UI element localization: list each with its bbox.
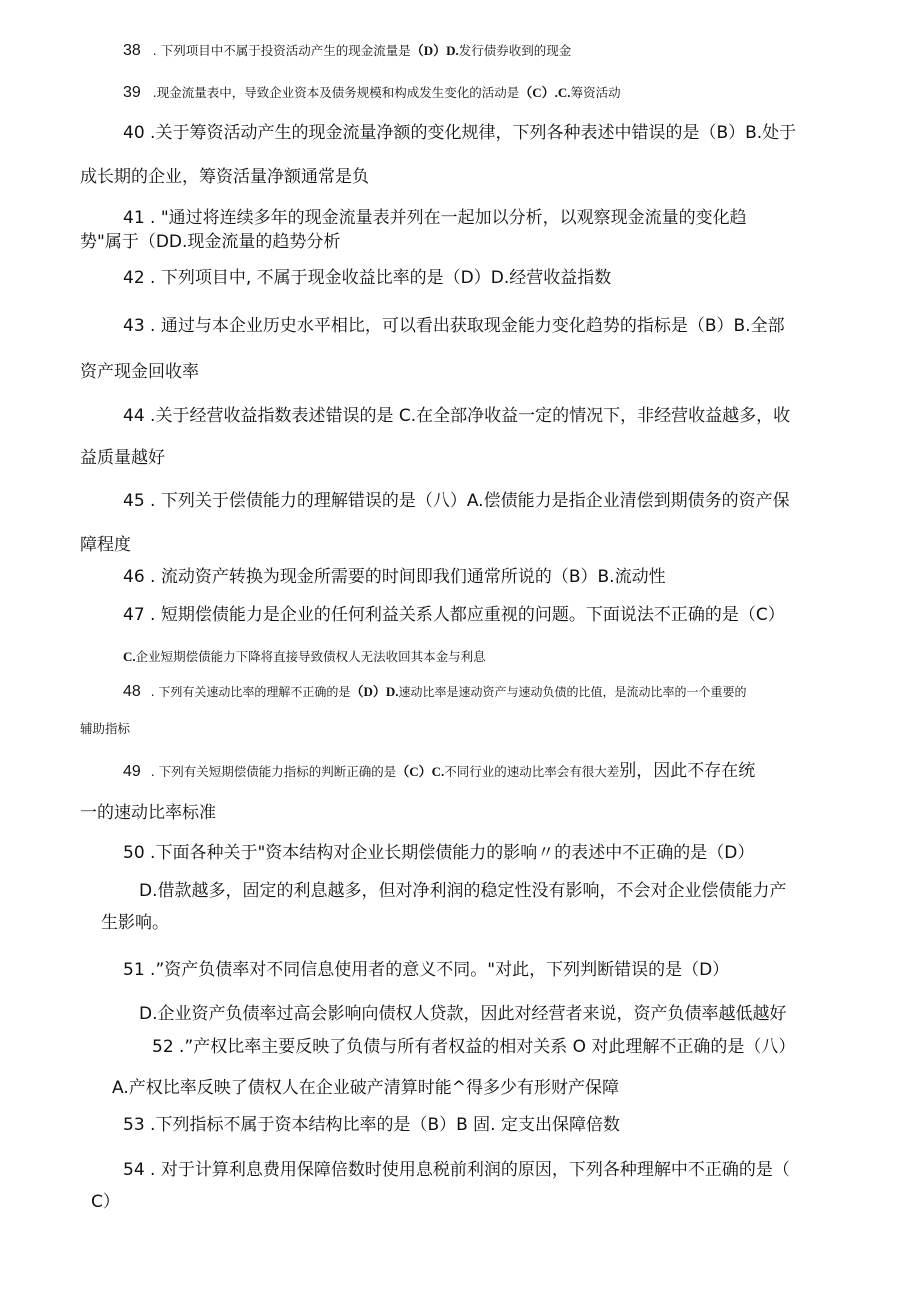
question-46: 46 . 流动资产转换为现金所需要的时间即我们通常所说的（B）B.流动性 bbox=[123, 567, 666, 587]
question-47-line-2: C.企业短期偿债能力下降将直接导致债权人无法收回其本金与利息 bbox=[123, 649, 486, 664]
question-42: 42 . 下列项目中, 不属于现金收益比率的是（D）D.经营收益指数 bbox=[123, 268, 612, 288]
question-41-line-1: 41 . "通过将连续多年的现金流量表并列在一起加以分析，以观察现金流量的变化趋 bbox=[123, 208, 747, 228]
question-48-line-2: 辅助指标 bbox=[80, 721, 131, 736]
question-53: 53 .下列指标不属于资本结构比率的是（B）B 固. 定支出保障倍数 bbox=[123, 1115, 620, 1135]
question-45-line-2: 障程度 bbox=[80, 535, 131, 555]
question-43-line-2: 资产现金回收率 bbox=[80, 362, 199, 382]
question-49-line-2: 一的速动比率标准 bbox=[80, 803, 216, 823]
question-51-line-2: D.企业资产负债率过高会影响向债权人贷款，因此对经营者来说，资产负债率越低越好 bbox=[139, 1004, 787, 1024]
question-54-line-1: 54 . 对于计算利息费用保障倍数时使用息税前利润的原因，下列各种理解中不正确的是（ bbox=[123, 1160, 790, 1180]
question-50-line-3: 生影响。 bbox=[101, 913, 169, 933]
question-50-line-2: D.借款越多，固定的利息越多，但对净利润的稳定性没有影响，不会对企业偿债能力产 bbox=[139, 881, 787, 901]
question-38: 38 . 下列项目中不属于投资活动产生的现金流量是（D）D.发行债券收到的现金 bbox=[123, 42, 572, 59]
question-40-line-2: 成长期的企业，筹资活量净额通常是负 bbox=[80, 167, 369, 187]
question-40-line-1: 40 .关于筹资活动产生的现金流量净额的变化规律，下列各种表述中错误的是（B）B.处于 bbox=[123, 123, 797, 143]
question-52-line-2: A.产权比率反映了债权人在企业破产清算时能^得多少有形财产保障 bbox=[112, 1078, 619, 1098]
question-45-line-1: 45 . 下列关于偿债能力的理解错误的是（八）A.偿债能力是指企业清偿到期债务的资产保 bbox=[123, 491, 790, 511]
question-49-line-1: 49 . 下列有关短期偿债能力指标的判断正确的是（C）C.不同行业的速动比率会有很大差别，因此不存在统 bbox=[123, 761, 756, 781]
question-47-line-1: 47 . 短期偿债能力是企业的任何利益关系人都应重视的问题。下面说法不正确的是（C） bbox=[123, 605, 785, 625]
question-52-line-1: 52 .”产权比率主要反映了负债与所有者权益的相对关系 O 对此理解不正确的是（八） bbox=[152, 1037, 796, 1057]
question-44-line-1: 44 .关于经营收益指数表述错误的是 C.在全部净收益一定的情况下，非经营收益越多，收 bbox=[123, 406, 791, 426]
question-51-line-1: 51 .”资产负债率对不同信息使用者的意义不同。"对此，下列判断错误的是（D） bbox=[123, 960, 730, 980]
question-44-line-2: 益质量越好 bbox=[80, 448, 165, 468]
question-48-line-1: 48 . 下列有关速动比率的理解不正确的是（D）D.速动比率是速动资产与速动负债的比值，是流动比率的一个重要的 bbox=[123, 683, 747, 700]
question-50-line-1: 50 .下面各种关于"资本结构对企业长期偿债能力的影响〃的表述中不正确的是（D） bbox=[123, 843, 755, 863]
question-39: 39 .现金流量表中，导致企业资本及债务规模和构成发生变化的活动是（C）.C.筹资活动 bbox=[123, 84, 621, 101]
question-41-line-2: 势"属于（DD.现金流量的趋势分析 bbox=[80, 232, 341, 252]
question-43-line-1: 43 . 通过与本企业历史水平相比，可以看出获取现金能力变化趋势的指标是（B）B.全部 bbox=[123, 316, 785, 336]
question-54-line-2: C） bbox=[91, 1192, 120, 1212]
